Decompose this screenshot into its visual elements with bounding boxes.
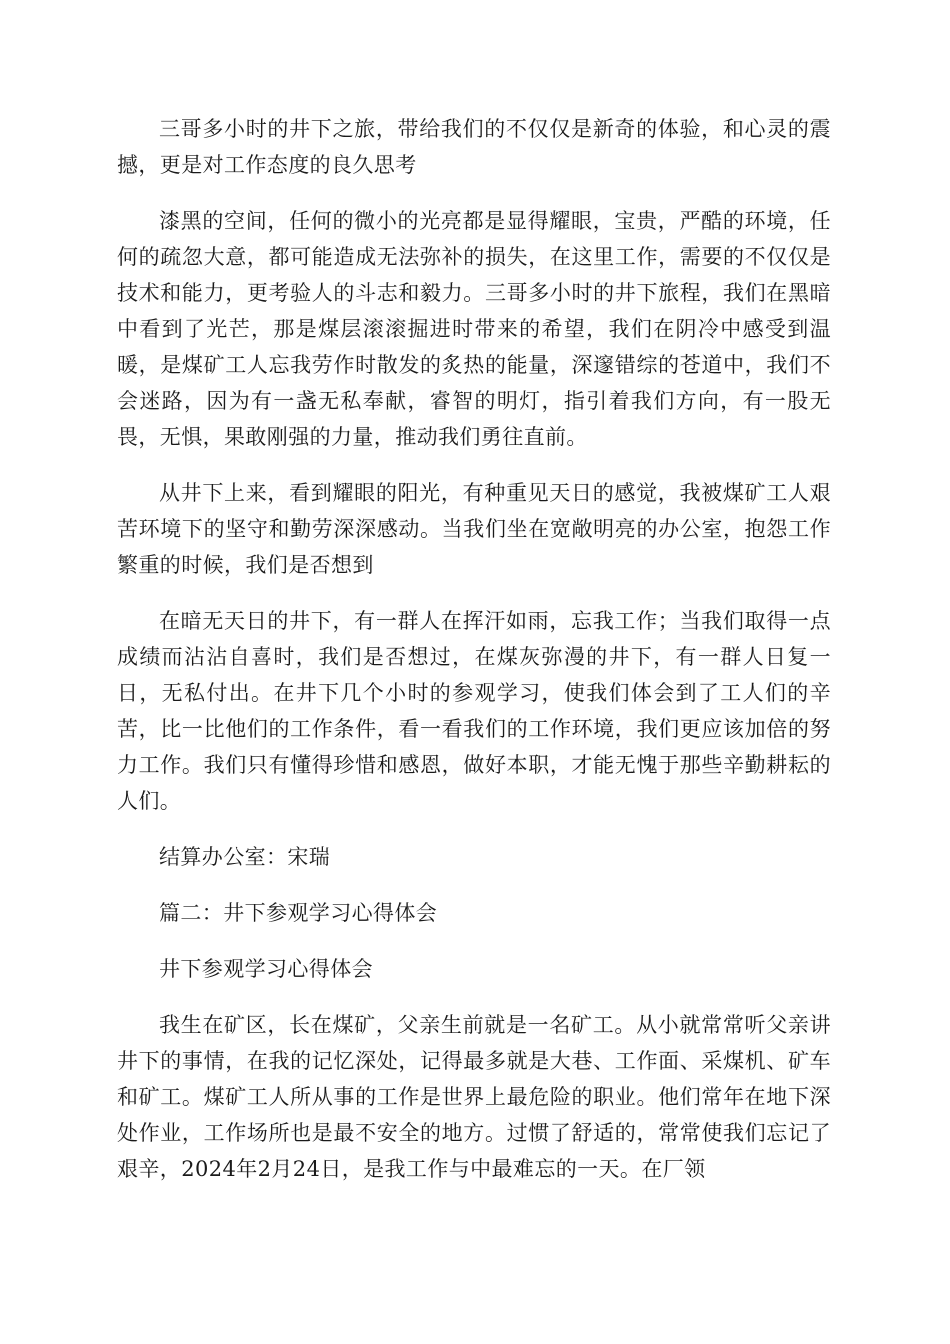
paragraph-2: 漆黑的空间，任何的微小的光亮都是显得耀眼，宝贵，严酷的环境，任何的疏忽大意，都可能造成无法弥补的损失，在这里工作，需要的不仅仅是技术和能力，更考验人的斗志和毅力。三哥多小时的井下旅程，我们在黑暗中看到了光芒，那是煤层滚滚掘进时带来的希望，我们在阴冷中感受到温暖，是煤矿工人忘我劳作时散发的炙热的能量，深邃错综的苍道中，我们不会迷路，因为有一盏无私奉献，睿智的明灯，指引着我们方向，有一股无畏，无惧，果敢刚强的力量，推动我们勇往直前。 [117, 209, 831, 449]
document-page [117, 111, 831, 1207]
section-heading: 篇二：井下参观学习心得体会 [159, 901, 438, 925]
paragraph-3: 从井下上来，看到耀眼的阳光，有种重见天日的感觉，我被煤矿工人艰苦环境下的坚守和勤劳深深感动。当我们坐在宽敞明亮的办公室，抱怨工作繁重的时候，我们是否想到 [117, 481, 831, 577]
section-title: 井下参观学习心得体会 [159, 957, 373, 981]
paragraph-4: 在暗无天日的井下，有一群人在挥汗如雨，忘我工作；当我们取得一点成绩而沾沾自喜时，我们是否想过，在煤灰弥漫的井下，有一群人日复一日，无私付出。在井下几个小时的参观学习，使我们体会到了工人们的辛苦，比一比他们的工作条件，看一看我们的工作环境，我们更应该加倍的努力工作。我们只有懂得珍惜和感恩，做好本职，才能无愧于那些辛勤耕耘的人们。 [117, 609, 831, 813]
signature-line: 结算办公室：宋瑞 [159, 845, 331, 869]
paragraph-5: 我生在矿区，长在煤矿，父亲生前就是一名矿工。从小就常常听父亲讲井下的事情，在我的记忆深处，记得最多就是大巷、工作面、采煤机、矿车和矿工。煤矿工人所从事的工作是世界上最危险的职业。他们常年在地下深处作业，工作场所也是最不安全的地方。过惯了舒适的，常常使我们忘记了艰辛，2024年2月24日，是我工作与中最难忘的一天。在厂领 [117, 1013, 831, 1181]
paragraph-1: 三哥多小时的井下之旅，带给我们的不仅仅是新奇的体验，和心灵的震撼，更是对工作态度的良久思考 [117, 117, 831, 177]
